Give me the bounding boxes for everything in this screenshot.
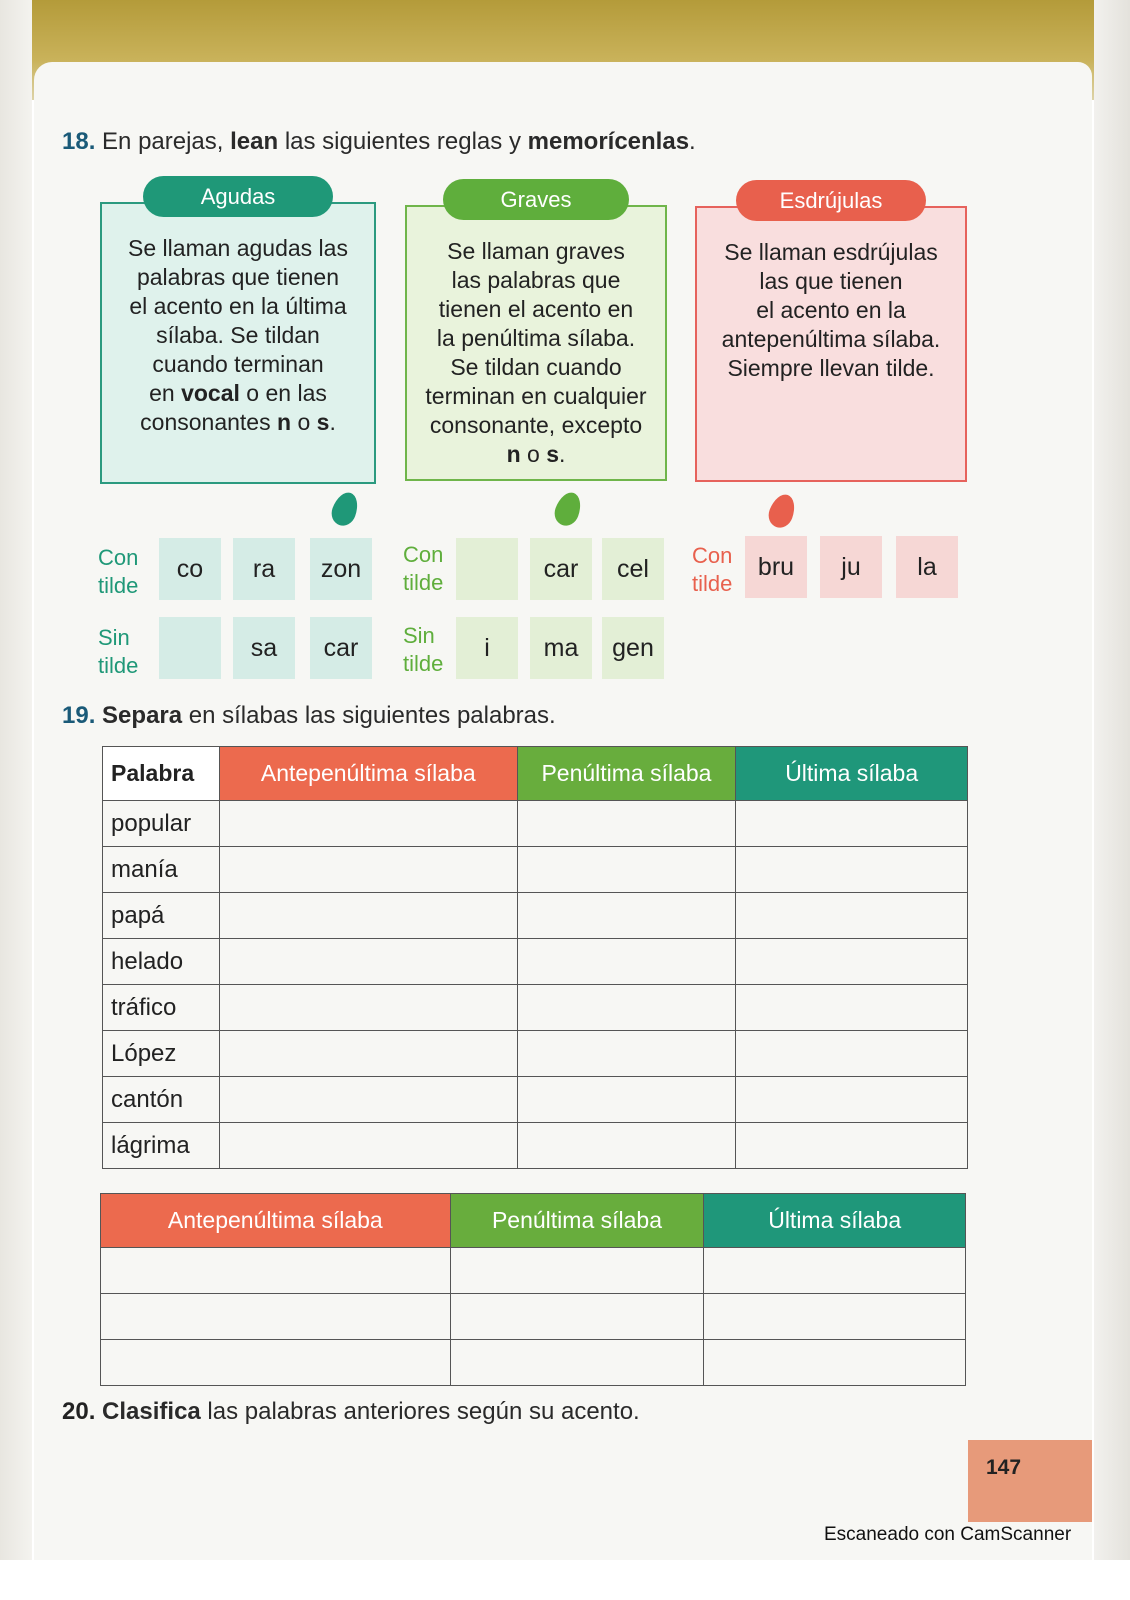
question-bold: Separa	[102, 702, 183, 729]
camscanner-watermark: Escaneado con CamScanner	[824, 1524, 1072, 1545]
syllable-box: bru	[745, 536, 807, 598]
rule-line: palabras que tienen	[136, 264, 340, 290]
answer-cell[interactable]	[704, 1340, 966, 1386]
syllable-box: la	[896, 536, 958, 598]
question-bold: Clasifica	[102, 1398, 201, 1425]
word-cell: lágrima	[103, 1123, 220, 1169]
word-cell: cantón	[103, 1077, 220, 1123]
answer-cell[interactable]	[704, 1294, 966, 1340]
answer-cell[interactable]	[517, 893, 736, 939]
classification-table	[100, 1193, 966, 1386]
rule-line: Se llaman esdrújulas	[724, 239, 938, 265]
scan-left-edge	[0, 0, 32, 1560]
word-cell: manía	[103, 847, 220, 893]
question-bold: lean	[230, 128, 279, 155]
syllable-box: ra	[233, 538, 295, 600]
answer-cell[interactable]	[219, 985, 517, 1031]
rule-line: la penúltima sílaba.	[436, 325, 636, 351]
rule-bold: s	[546, 441, 560, 467]
rule-text: consonantes	[140, 409, 277, 435]
rule-title-agudas: Agudas	[143, 176, 333, 217]
header-palabra: Palabra	[103, 747, 220, 801]
answer-cell[interactable]	[736, 1077, 968, 1123]
rule-line: Se llaman graves	[447, 238, 625, 264]
answer-cell[interactable]	[517, 847, 736, 893]
syllable-box: sa	[233, 617, 295, 679]
rule-box-graves	[405, 187, 667, 481]
rule-text: o	[291, 409, 317, 435]
label-con-tilde-esdrujulas	[692, 542, 732, 598]
rule-text: o en las	[239, 380, 327, 406]
label-line: tilde	[403, 651, 444, 676]
rule-line: consonante, excepto	[429, 412, 643, 438]
label-line: tilde	[98, 653, 139, 678]
syllable-box: ju	[820, 536, 882, 598]
label-con-tilde-agudas	[98, 544, 138, 600]
rule-bold: vocal	[181, 380, 240, 406]
rule-line: antepenúltima sílaba.	[721, 326, 941, 352]
rule-bold: s	[316, 409, 330, 435]
answer-cell[interactable]	[736, 1123, 968, 1169]
answer-cell[interactable]	[219, 1031, 517, 1077]
table-row	[103, 939, 968, 985]
label-sin-tilde-graves	[403, 622, 443, 678]
answer-cell[interactable]	[736, 1031, 968, 1077]
word-cell: López	[103, 1031, 220, 1077]
answer-cell[interactable]	[219, 801, 517, 847]
rule-line: Se tildan cuando	[450, 354, 622, 380]
answer-cell[interactable]	[219, 893, 517, 939]
syllable-separation-table	[102, 746, 968, 1169]
syllable-box: co	[159, 538, 221, 600]
question-text: .	[689, 128, 696, 155]
rule-line: sílaba. Se tildan	[156, 322, 320, 348]
question-number: 18.	[62, 128, 96, 155]
syllable-box: car	[530, 538, 592, 600]
rule-title-graves: Graves	[443, 179, 629, 220]
table-row	[101, 1340, 966, 1386]
table-row	[103, 1077, 968, 1123]
table-row	[103, 893, 968, 939]
rule-line: las palabras que	[451, 267, 621, 293]
label-line: Sin	[403, 623, 435, 648]
header-penultima: Penúltima sílaba	[517, 747, 736, 801]
label-line: tilde	[692, 571, 733, 596]
syllable-box: cel	[602, 538, 664, 600]
header-ultima: Última sílaba	[704, 1194, 966, 1248]
rule-box-esdrujulas	[695, 188, 967, 482]
label-line: Sin	[98, 625, 130, 650]
table-row	[103, 1031, 968, 1077]
answer-cell[interactable]	[101, 1340, 451, 1386]
question-19-title	[62, 702, 556, 730]
rule-title-esdrujulas: Esdrújulas	[736, 180, 926, 221]
answer-cell[interactable]	[219, 847, 517, 893]
answer-cell[interactable]	[219, 1077, 517, 1123]
table-row	[101, 1248, 966, 1294]
header-penultima: Penúltima sílaba	[450, 1194, 704, 1248]
answer-cell[interactable]	[704, 1248, 966, 1294]
table-header-row	[101, 1194, 966, 1248]
word-cell: tráfico	[103, 985, 220, 1031]
question-text: En parejas,	[95, 128, 231, 155]
syllable-box	[159, 617, 221, 679]
word-cell: popular	[103, 801, 220, 847]
answer-cell[interactable]	[517, 985, 736, 1031]
rule-line: tienen el acento en	[438, 296, 634, 322]
question-text: en sílabas las siguientes palabras.	[182, 702, 556, 729]
label-line: Con	[98, 545, 139, 570]
answer-cell[interactable]	[101, 1294, 451, 1340]
answer-cell[interactable]	[736, 985, 968, 1031]
table-row	[103, 1123, 968, 1169]
question-18-title	[62, 128, 696, 156]
word-cell: papá	[103, 893, 220, 939]
syllable-box: i	[456, 617, 518, 679]
rule-line	[417, 440, 655, 469]
rule-text: .	[329, 409, 336, 435]
question-bold: memorícenlas	[527, 128, 690, 155]
answer-cell[interactable]	[219, 1123, 517, 1169]
label-line: Con	[403, 542, 444, 567]
answer-cell[interactable]	[517, 939, 736, 985]
table-header-row	[103, 747, 968, 801]
rule-line: las que tienen	[759, 268, 903, 294]
answer-cell[interactable]	[450, 1294, 704, 1340]
question-number: 19.	[62, 702, 96, 729]
rule-line	[112, 379, 364, 408]
table-row	[101, 1294, 966, 1340]
answer-cell[interactable]	[517, 801, 736, 847]
answer-cell[interactable]	[736, 801, 968, 847]
answer-cell[interactable]	[517, 1123, 736, 1169]
rule-line: Se llaman agudas las	[128, 235, 348, 261]
rule-text: .	[559, 441, 566, 467]
rule-bold: n	[277, 409, 292, 435]
syllable-box	[456, 538, 518, 600]
answer-cell[interactable]	[736, 847, 968, 893]
scan-right-edge	[1094, 0, 1130, 1560]
answer-cell[interactable]	[517, 1031, 736, 1077]
answer-cell[interactable]	[517, 1077, 736, 1123]
answer-cell[interactable]	[450, 1248, 704, 1294]
rule-line: cuando terminan	[152, 351, 324, 377]
label-line: tilde	[403, 570, 444, 595]
syllable-box: car	[310, 617, 372, 679]
header-antepenultima: Antepenúltima sílaba	[101, 1194, 451, 1248]
label-sin-tilde-agudas	[98, 624, 138, 680]
syllable-box: zon	[310, 538, 372, 600]
rule-text: o	[520, 441, 547, 467]
rule-line	[112, 408, 364, 437]
question-20-title	[62, 1398, 640, 1426]
rule-line: el acento en la última	[129, 293, 347, 319]
table-row	[103, 847, 968, 893]
question-number: 20.	[62, 1398, 96, 1425]
rule-line: el acento en la	[756, 297, 906, 323]
table-row	[103, 985, 968, 1031]
header-ultima: Última sílaba	[736, 747, 968, 801]
rule-line: terminan en cualquier	[425, 383, 647, 409]
question-text: las siguientes reglas y	[278, 128, 528, 155]
rule-bold: n	[506, 441, 521, 467]
label-con-tilde-graves	[403, 541, 443, 597]
rule-box-agudas	[100, 184, 376, 484]
table-row	[103, 801, 968, 847]
page-number: 147	[968, 1440, 1092, 1522]
answer-cell[interactable]	[450, 1340, 704, 1386]
header-antepenultima: Antepenúltima sílaba	[219, 747, 517, 801]
rule-line: Siempre llevan tilde.	[727, 355, 935, 381]
syllable-box: ma	[530, 617, 592, 679]
answer-cell[interactable]	[101, 1248, 451, 1294]
answer-cell[interactable]	[736, 893, 968, 939]
label-line: Con	[692, 543, 733, 568]
syllable-box: gen	[602, 617, 664, 679]
rule-text: en	[149, 380, 182, 406]
label-line: tilde	[98, 573, 139, 598]
word-cell: helado	[103, 939, 220, 985]
question-text: las palabras anteriores según su acento.	[200, 1398, 640, 1425]
answer-cell[interactable]	[219, 939, 517, 985]
answer-cell[interactable]	[736, 939, 968, 985]
